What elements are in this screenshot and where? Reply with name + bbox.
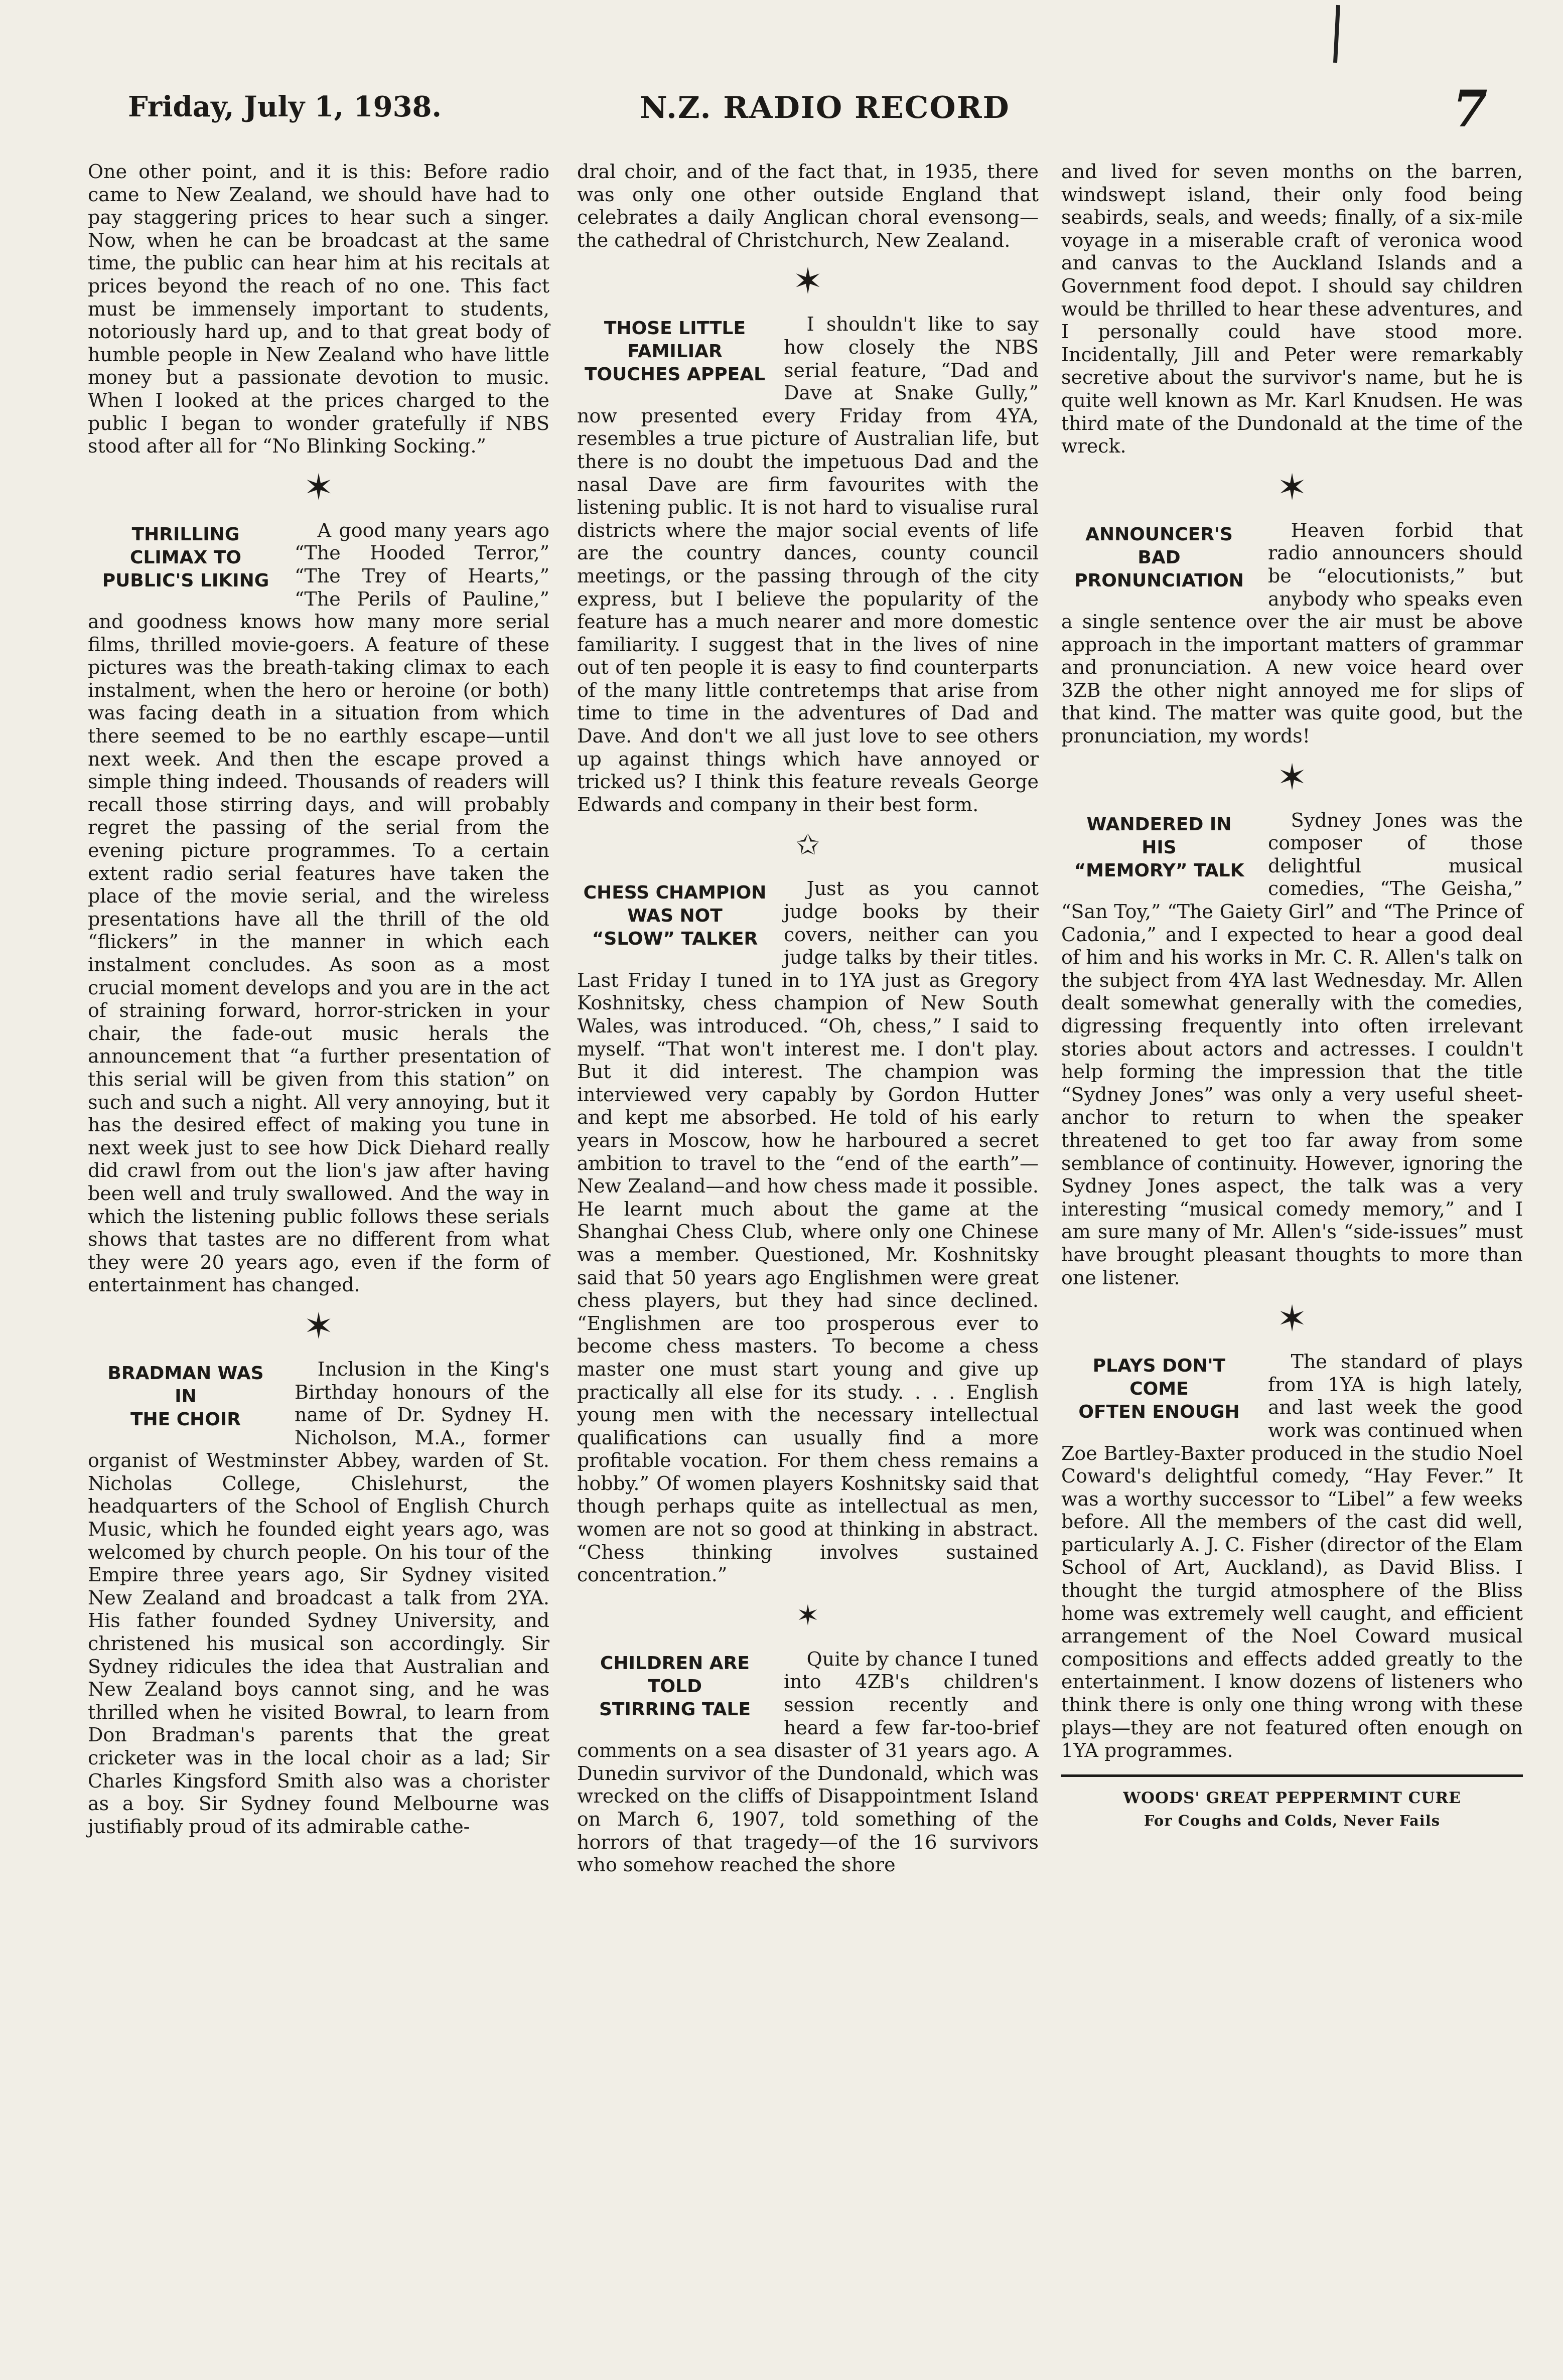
subheading: BRADMAN WAS IN THE CHOIR [107, 1363, 264, 1430]
column-1 [88, 161, 549, 1843]
subheading: WANDERED IN HIS “MEMORY” TALK [1074, 814, 1244, 881]
page-header [0, 75, 1563, 138]
star-separator-icon: ✶ [303, 466, 334, 508]
ad-headline: WOODS' GREAT PEPPERMINT CURE [1123, 1789, 1461, 1807]
article-paragraph: One other point, and it is this: Before radio came to New Zealand, we should have had to pay staggering prices to hear such a singer. Now, when he can be broadcast at the same time, the public can hear him at his recitals at prices beyond the reach of no one. This fact must be immensely important to students, notoriously hard up, and to that great body of humble people in New Zealand who have little money but a passionate devotion to music. When I looked at the prices charged to the public I began to wonder gratefully if NBS stood after all for “No Blinking Socking.” [88, 161, 549, 458]
column-3 [1061, 161, 1523, 1833]
subheading: CHESS CHAMPION WAS NOT “SLOW” TALKER [583, 882, 767, 950]
publication-title: N.Z. RADIO RECORD [640, 90, 1010, 125]
article-paragraph: Quite by chance I tuned into 4ZB's children's session recently and heard a few far-too-brief comments on a sea disaster of 31 years ago. A Dunedin survivor of the Dundonald, which was wrecked on the cliffs of Disappointment Island on March 6, 1907, told something of the horrors of that tragedy—of the 16 survivors who somehow reached the shore [577, 1648, 1039, 1876]
subheading: PLAYS DON'T COME OFTEN ENOUGH [1078, 1356, 1240, 1423]
star-separator-icon: ✶ [1276, 756, 1308, 798]
column-2 [577, 161, 1039, 1882]
star-separator-icon: ✶ [796, 1599, 820, 1632]
ad-tagline: For Coughs and Colds, Never Fails [1144, 1812, 1441, 1830]
article-paragraph: The standard of plays from 1YA is high lately, and last week the good work was continued when Zoe Bartley-Baxter produced in the studio Noel Coward's delightful comedy, “Hay Fever.” It was a worthy successor to “Libel” a few weeks before. All the members of the cast did well, particularly A. J. C. Fisher (director of the Elam School of Art, Auckland), as David Bliss. I thought the turgid atmosphere of the Bliss home was extremely well caught, and efficient arrangement of the Noel Coward musical compositions and effects added greatly to the entertainment. I know dozens of listeners who think there is only one thing wrong with these plays—they are not featured often enough on 1YA programmes. [1061, 1351, 1523, 1762]
subheading: CHILDREN ARE TOLD STIRRING TALE [599, 1653, 751, 1720]
article-paragraph: dral choir, and of the fact that, in 1935, there was only one other outside England that celebrates a daily Anglican choral evensong—the cathedral of Christchurch, New Zealand. [577, 161, 1039, 251]
article-paragraph: I shouldn't like to say how closely the NBS serial feature, “Dad and Dave at Snake Gully,” now presented every Friday from 4YA, resembles a true picture of Australian life, but there is no doubt the impetuous Dad and the nasal Dave are firm favourites with the listening public. It is not hard to visualise rural districts where the major social events of life are the country dances, county council meetings, or the passing through of the city express, but I believe the popularity of the feature has a much nearer and more domestic familiarity. I suggest that in the lives of nine out of ten people it is easy to find counterparts of the many little contretemps that arise from time to time in the adventures of Dad and Dave. And don't we all just love to see others up against things which have annoyed or tricked us? I think this feature reveals George Edwards and company in their best form. [577, 313, 1039, 816]
article-paragraph: Inclusion in the King's Birthday honours of the name of Dr. Sydney H. Nicholson, M.A., former organist of Westminster Abbey, warden of St. Nicholas College, Chislehurst, the headquarters of the School of English Church Music, which he founded eight years ago, was welcomed by church people. On his tour of the Empire three years ago, Sir Sydney visited New Zealand and broadcast a talk from 2YA. His father founded Sydney University, and christened his musical son accordingly. Sir Sydney ridicules the idea that Australian and New Zealand boys cannot sing, and he was thrilled when he visited Bowral, to learn from Don Bradman's parents that the great cricketer was in the local choir as a lad; Sir Charles Kingsford Smith also was a chorister as a boy. Sir Sydney found Melbourne was justifiably proud of its admirable cathe- [88, 1358, 549, 1838]
star-separator-icon: ✶ [792, 260, 823, 303]
advertisement [1061, 1774, 1523, 1833]
article-paragraph: Sydney Jones was the composer of those delightful musical comedies, “The Geisha,” “San Toy,” “The Gaiety Girl” and “The Prince of Cadonia,” and I expected to hear a good deal of him and his works in Mr. C. R. Allen's talk on the subject from 4YA last Wednesday. Mr. Allen dealt somewhat generally with the comedies, digressing frequently into often irrelevant stories about actors and actresses. I couldn't help forming the impression that the title “Sydney Jones” was only a very useful sheet-anchor to return to when the speaker threatened to get too far away from some semblance of continuity. However, ignoring the Sydney Jones aspect, the talk was a very interesting “musical comedy memory,” and I am sure many of Mr. Allen's “side-issues” must have brought pleasant thoughts to more than one listener. [1061, 809, 1523, 1289]
star-separator-icon: ✩ [796, 829, 820, 862]
subheading: ANNOUNCER'S BAD PRONUNCIATION [1074, 524, 1244, 591]
star-separator-icon: ✶ [1276, 466, 1308, 508]
article-paragraph: Just as you cannot judge books by their covers, neither can you judge talks by their titles. Last Friday I tuned in to 1YA just as Gregory Koshnitsky, chess champion of New South Wales, was introduced. “Oh, chess,” I said to myself. “That won't interest me. I don't play. But it did interest. The champion was interviewed very capably by Gordon Hutter and kept me absorbed. He told of his early years in Moscow, how he harboured a secret ambition to travel to the “end of the earth”—New Zealand—and how chess made it possible. He learnt much about the game at the Shanghai Chess Club, where only one Chinese was a member. Questioned, Mr. Koshnitsky said that 50 years ago Englishmen were great chess players, but they had since declined. “Englishmen are too prosperous ever to become chess masters. To become a chess master one must start young and give up practically all else for its study. . . . English young men with the necessary intellectual qualifications can usually find a more profitable vocation. For them chess remains a hobby.” Of women players Koshnitsky said that though perhaps quite as intellectual as men, women are not so good at thinking in abstract. “Chess thinking involves sustained concentration.” [577, 877, 1039, 1586]
page-number: 7 [1453, 79, 1488, 138]
subheading: THOSE LITTLE FAMILIAR TOUCHES APPEAL [584, 318, 766, 385]
star-separator-icon: ✶ [1276, 1297, 1308, 1340]
article-paragraph: and lived for seven months on the barren, windswept island, their only food being seabirds, seals, and weeds; finally, of a six-mile voyage in a miserable craft of veronica wood and canvas to the Auckland Islands and a Government food depot. I should say children would be thrilled to hear these adventures, and I personally could have stood more. Incidentally, Jill and Peter were remarkably secretive about the survivor's name, but he is quite well known as Mr. Karl Knudsen. He was third mate of the Dundonald at the time of the wreck. [1061, 161, 1523, 458]
ink-mark [1333, 5, 1340, 63]
article-paragraph: A good many years ago “The Hooded Terror,” “The Trey of Hearts,” “The Perils of Pauline,” and goodness knows how many more serial films, thrilled movie-goers. A feature of these pictures was the breath-taking climax to each instalment, when the hero or heroine (or both) was facing death in a situation from which there seemed to be no earthly escape—until next week. And then the escape proved a simple thing indeed. Thousands of readers will recall those stirring days, and will probably regret the passing of the serial from the evening picture programmes. To a certain extent radio serial features have taken the place of the movie serial, and the wireless presentations have all the thrill of the old “flickers” in the manner in which each instalment concludes. As soon as a most crucial moment develops and you are in the act of straining forward, horror-stricken in your chair, the fade-out music herals the announcement that “a further presentation of this serial will be given from this station” on such and such a night. All very annoying, but it has the desired effect of making you tune in next week just to see how Dick Diehard really did crawl from out the lion's jaw after having been well and truly swallowed. And the way in which the listening public follows these serials shows that tastes are no different from what they were 20 years ago, even if the form of entertainment has changed. [88, 519, 549, 1296]
article-paragraph: Heaven forbid that radio announcers should be “elocutionists,” but anybody who speaks even a single sentence over the air must be above approach in the important matters of grammar and pronunciation. A new voice heard over 3ZB the other night annoyed me for slips of that kind. The matter was quite good, but the pronunciation, my words! [1061, 519, 1523, 748]
subheading: THRILLING CLIMAX TO PUBLIC'S LIKING [102, 524, 269, 591]
issue-date: Friday, July 1, 1938. [128, 90, 442, 123]
star-separator-icon: ✶ [303, 1304, 334, 1347]
